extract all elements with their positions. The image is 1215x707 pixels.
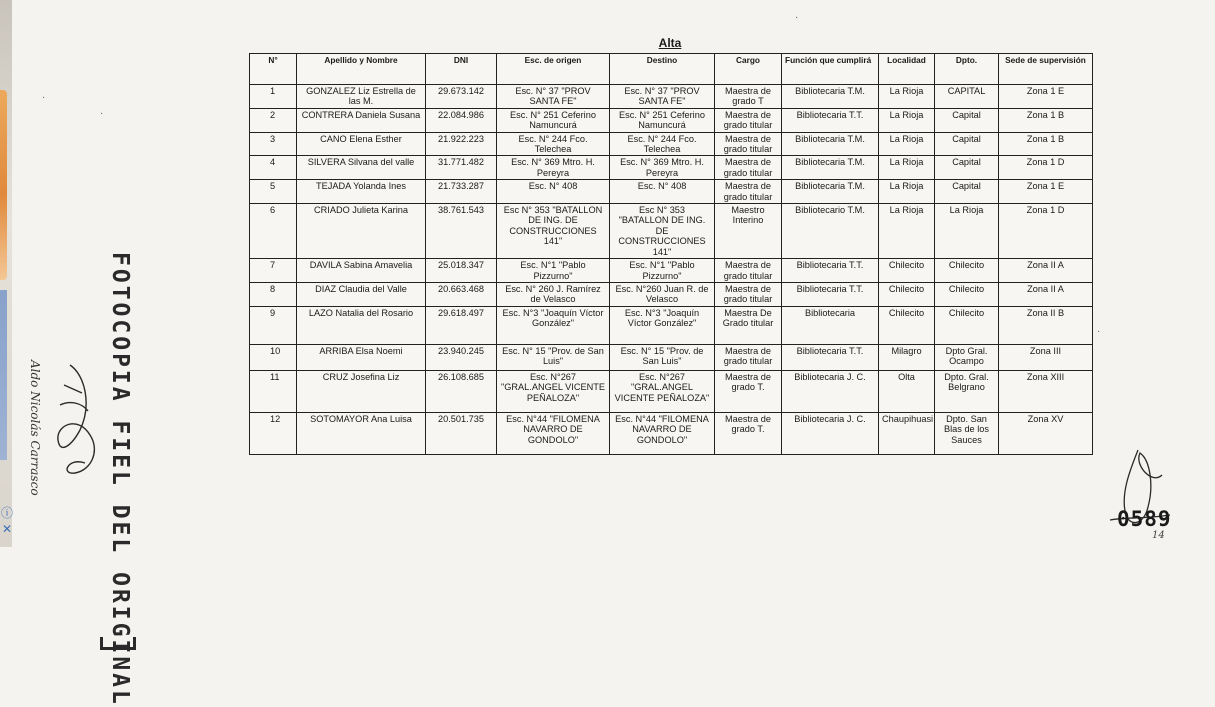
table-row: [250, 259, 1093, 283]
side-banner-blue: [0, 290, 7, 460]
cell-funcion: Bibliotecaria T.M.: [782, 180, 879, 204]
cell-cargo: Maestra De Grado titular: [715, 306, 782, 344]
header-localidad: Localidad: [879, 54, 935, 85]
cell-destino: Esc. N°267 "GRAL.ANGEL VICENTE PEÑALOZA": [610, 370, 715, 412]
cell-dpto: Capital: [935, 108, 999, 132]
table-row: [250, 156, 1093, 180]
cell-sede: Zona 1 D: [999, 156, 1093, 180]
scan-speck: ·: [42, 92, 46, 103]
cell-dni: 20.663.468: [426, 282, 497, 306]
cell-funcion: Bibliotecaria T.M.: [782, 85, 879, 109]
handwritten-signature-left: [30, 345, 110, 485]
cell-dpto: Chilecito: [935, 306, 999, 344]
cell-cargo: Maestra de grado titular: [715, 180, 782, 204]
cell-sede: Zona 1 B: [999, 108, 1093, 132]
table-row: [250, 370, 1093, 412]
cell-dpto: CAPITAL: [935, 85, 999, 109]
cell-n: 3: [250, 132, 297, 156]
cell-origen: Esc. N° 37 "PROV SANTA FE": [497, 85, 610, 109]
cell-nombre: CONTRERA Daniela Susana: [297, 108, 426, 132]
cell-dni: 31.771.482: [426, 156, 497, 180]
cell-n: 2: [250, 108, 297, 132]
cell-funcion: Bibliotecaria T.T.: [782, 108, 879, 132]
header-nombre: Apellido y Nombre: [297, 54, 426, 85]
info-icon: ⓘ: [0, 506, 13, 520]
cell-dni: 21.922.223: [426, 132, 497, 156]
cell-cargo: Maestra de grado titular: [715, 108, 782, 132]
cell-localidad: Chilecito: [879, 306, 935, 344]
cell-localidad: La Rioja: [879, 180, 935, 204]
cell-nombre: ARRIBA Elsa Noemi: [297, 344, 426, 370]
alta-table: [249, 53, 1093, 455]
header-dni: DNI: [426, 54, 497, 85]
cell-cargo: Maestra de grado T: [715, 85, 782, 109]
table-row: [250, 204, 1093, 259]
cell-dpto: Dpto. Gral. Belgrano: [935, 370, 999, 412]
cell-dpto: Chilecito: [935, 282, 999, 306]
cell-sede: Zona 1 D: [999, 204, 1093, 259]
cell-nombre: SILVERA Silvana del valle: [297, 156, 426, 180]
cell-origen: Esc. N° 260 J. Ramírez de Velasco: [497, 282, 610, 306]
cell-nombre: DAVILA Sabina Amavelia: [297, 259, 426, 283]
cell-funcion: Bibliotecario T.M.: [782, 204, 879, 259]
cell-origen: Esc. N° 408: [497, 180, 610, 204]
cell-origen: Esc. N°1 "Pablo Pizzurno": [497, 259, 610, 283]
cell-localidad: La Rioja: [879, 132, 935, 156]
cell-localidad: Chaupihuasi: [879, 412, 935, 454]
cell-cargo: Maestro Interino: [715, 204, 782, 259]
cell-dni: 26.108.685: [426, 370, 497, 412]
cell-sede: Zona III: [999, 344, 1093, 370]
cell-sede: Zona XV: [999, 412, 1093, 454]
cell-localidad: Olta: [879, 370, 935, 412]
cell-n: 11: [250, 370, 297, 412]
stamp-text: FOTOCOPIA FIEL DEL ORIGINAL: [107, 252, 133, 707]
cell-nombre: LAZO Natalia del Rosario: [297, 306, 426, 344]
header-cargo: Cargo: [715, 54, 782, 85]
cell-destino: Esc. N°1 "Pablo Pizzurno": [610, 259, 715, 283]
header-destino: Destino: [610, 54, 715, 85]
header-sede: Sede de supervisión: [999, 54, 1093, 85]
scan-speck: ·: [1097, 326, 1101, 337]
cell-nombre: CRIADO Julieta Karina: [297, 204, 426, 259]
page-subnumber: 14: [1152, 530, 1165, 541]
table-row: [250, 282, 1093, 306]
cell-nombre: TEJADA Yolanda Ines: [297, 180, 426, 204]
table-row: [250, 306, 1093, 344]
cell-localidad: Chilecito: [879, 282, 935, 306]
cell-funcion: Bibliotecaria T.M.: [782, 132, 879, 156]
cell-destino: Esc. N° 369 Mtro. H. Pereyra: [610, 156, 715, 180]
cell-sede: Zona II A: [999, 259, 1093, 283]
cell-funcion: Bibliotecaria T.T.: [782, 259, 879, 283]
scan-speck: ·: [795, 12, 799, 23]
cell-origen: Esc. N° 369 Mtro. H. Pereyra: [497, 156, 610, 180]
cell-dni: 20.501.735: [426, 412, 497, 454]
scan-speck: ·: [100, 108, 104, 119]
cell-dpto: La Rioja: [935, 204, 999, 259]
cell-origen: Esc. N° 15 "Prov. de San Luis": [497, 344, 610, 370]
cell-dni: 23.940.245: [426, 344, 497, 370]
cell-n: 7: [250, 259, 297, 283]
cell-sede: Zona II A: [999, 282, 1093, 306]
cell-n: 4: [250, 156, 297, 180]
cell-dni: 29.618.497: [426, 306, 497, 344]
signature-name: Aldo Nicolás Carrasco: [28, 360, 42, 496]
cell-nombre: GONZALEZ Liz Estrella de las M.: [297, 85, 426, 109]
side-banner-orange: [0, 90, 7, 280]
cell-n: 6: [250, 204, 297, 259]
cell-origen: Esc. N°44 "FILOMENA NAVARRO DE GONDOLO": [497, 412, 610, 454]
cell-origen: Esc. N°3 "Joaquín Víctor González": [497, 306, 610, 344]
cell-n: 12: [250, 412, 297, 454]
cell-cargo: Maestra de grado titular: [715, 282, 782, 306]
cell-origen: Esc N° 353 "BATALLON DE ING. DE CONSTRUCCIONES 141": [497, 204, 610, 259]
cell-origen: Esc. N° 244 Fco. Telechea: [497, 132, 610, 156]
table-row: [250, 85, 1093, 109]
cell-localidad: Milagro: [879, 344, 935, 370]
cell-sede: Zona 1 B: [999, 132, 1093, 156]
page-number: 0589: [1117, 507, 1172, 531]
header-dpto: Dpto.: [935, 54, 999, 85]
cell-cargo: Maestra de grado T.: [715, 370, 782, 412]
stamp-bracket: [100, 637, 136, 650]
cell-origen: Esc. N°267 "GRAL.ANGEL VICENTE PEÑALOZA": [497, 370, 610, 412]
table-row: [250, 344, 1093, 370]
side-icons: [0, 505, 14, 537]
cell-n: 8: [250, 282, 297, 306]
table-row: [250, 108, 1093, 132]
cell-n: 5: [250, 180, 297, 204]
cell-nombre: CANO Elena Esther: [297, 132, 426, 156]
cell-n: 9: [250, 306, 297, 344]
cell-dni: 29.673.142: [426, 85, 497, 109]
cell-dpto: Capital: [935, 156, 999, 180]
cell-destino: Esc. N° 408: [610, 180, 715, 204]
table-header-row: [250, 54, 1093, 85]
header-n: N°: [250, 54, 297, 85]
cell-nombre: SOTOMAYOR Ana Luisa: [297, 412, 426, 454]
cell-dpto: Dpto Gral. Ocampo: [935, 344, 999, 370]
cell-sede: Zona 1 E: [999, 180, 1093, 204]
cell-dni: 22.084.986: [426, 108, 497, 132]
cell-dpto: Capital: [935, 180, 999, 204]
cell-localidad: La Rioja: [879, 85, 935, 109]
cell-localidad: La Rioja: [879, 204, 935, 259]
cell-funcion: Bibliotecaria T.M.: [782, 156, 879, 180]
cell-dni: 38.761.543: [426, 204, 497, 259]
cell-cargo: Maestra de grado titular: [715, 259, 782, 283]
cell-dpto: Chilecito: [935, 259, 999, 283]
cell-dpto: Dpto. San Blas de los Sauces: [935, 412, 999, 454]
cell-destino: Esc N° 353 "BATALLON DE ING. DE CONSTRUCCIONES 141": [610, 204, 715, 259]
cell-nombre: DIAZ Claudia del Valle: [297, 282, 426, 306]
cell-cargo: Maestra de grado titular: [715, 344, 782, 370]
document-title: Alta: [658, 36, 682, 50]
cell-destino: Esc. N° 251 Ceferino Namuncurá: [610, 108, 715, 132]
cell-funcion: Bibliotecaria J. C.: [782, 412, 879, 454]
cell-localidad: Chilecito: [879, 259, 935, 283]
cell-nombre: CRUZ Josefina Liz: [297, 370, 426, 412]
cell-funcion: Bibliotecaria J. C.: [782, 370, 879, 412]
cell-destino: Esc. N° 15 "Prov. de San Luis": [610, 344, 715, 370]
cell-destino: Esc. N°44 "FILOMENA NAVARRO DE GONDOLO": [610, 412, 715, 454]
cell-dni: 21.733.287: [426, 180, 497, 204]
header-origen: Esc. de origen: [497, 54, 610, 85]
cell-localidad: La Rioja: [879, 108, 935, 132]
cell-funcion: Bibliotecaria: [782, 306, 879, 344]
cell-n: 10: [250, 344, 297, 370]
cell-cargo: Maestra de grado T.: [715, 412, 782, 454]
cell-destino: Esc. N°3 "Joaquín Víctor González": [610, 306, 715, 344]
cell-n: 1: [250, 85, 297, 109]
cell-sede: Zona XIII: [999, 370, 1093, 412]
cell-origen: Esc. N° 251 Ceferino Namuncurá: [497, 108, 610, 132]
cell-destino: Esc. N°260 Juan R. de Velasco: [610, 282, 715, 306]
cell-cargo: Maestra de grado titular: [715, 132, 782, 156]
cell-sede: Zona II B: [999, 306, 1093, 344]
header-funcion: Función que cumplirá: [782, 54, 879, 85]
table-row: [250, 412, 1093, 454]
table-row: [250, 132, 1093, 156]
cell-cargo: Maestra de grado titular: [715, 156, 782, 180]
cell-sede: Zona 1 E: [999, 85, 1093, 109]
table-row: [250, 180, 1093, 204]
cell-dpto: Capital: [935, 132, 999, 156]
cell-funcion: Bibliotecaria T.T.: [782, 282, 879, 306]
cell-funcion: Bibliotecaria T.T.: [782, 344, 879, 370]
cell-destino: Esc. N° 244 Fco. Telechea: [610, 132, 715, 156]
close-icon: ✕: [1, 522, 13, 536]
cell-localidad: La Rioja: [879, 156, 935, 180]
cell-destino: Esc. N° 37 "PROV SANTA FE": [610, 85, 715, 109]
cell-dni: 25.018.347: [426, 259, 497, 283]
